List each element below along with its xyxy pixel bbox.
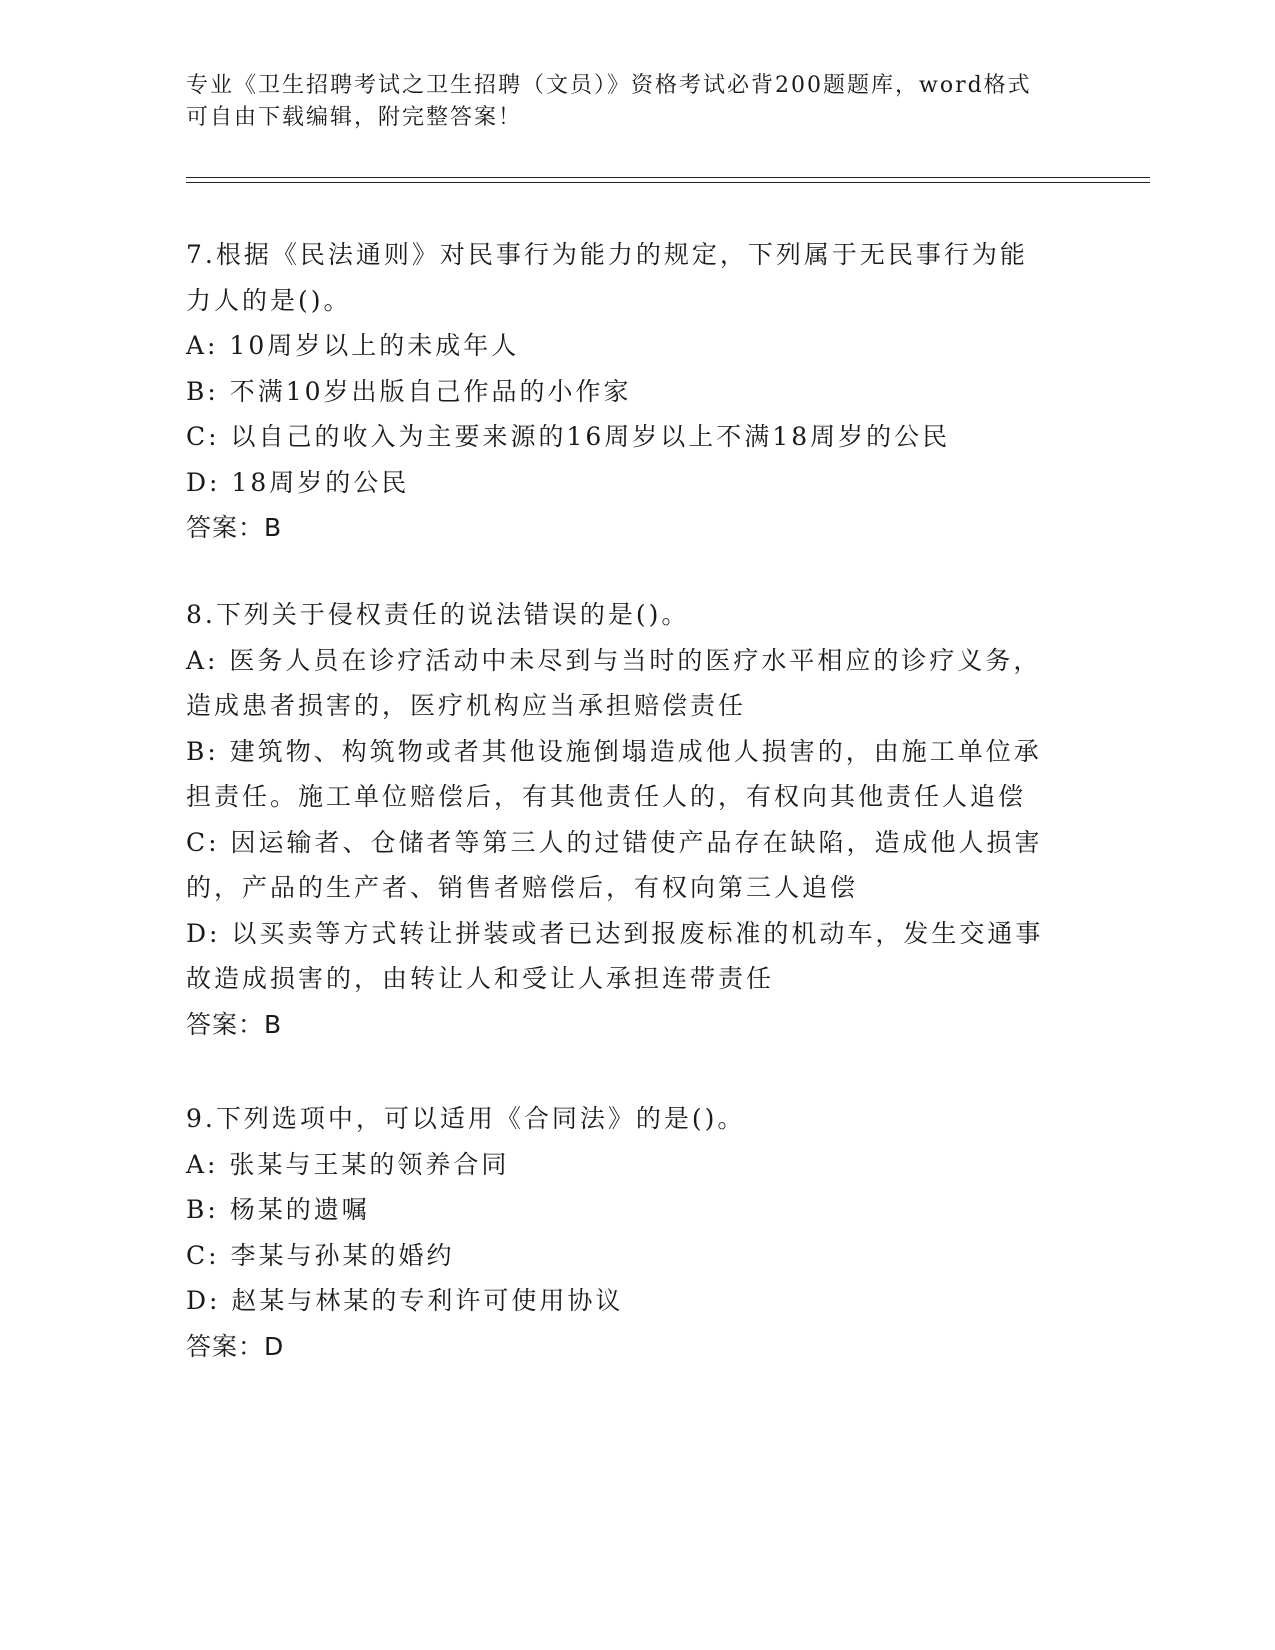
option-a-continued: 造成患者损害的，医疗机构应当承担赔偿责任 — [186, 691, 747, 720]
question-block — [186, 1096, 1086, 1370]
option-c-continued: 的，产品的生产者、销售者赔偿后，有权向第三人追偿 — [186, 873, 859, 902]
answer-text: 答案：B — [186, 513, 283, 542]
option-c: C: 以自己的收入为主要来源的16周岁以上不满18周岁的公民 — [186, 422, 951, 451]
option-a: A: 医务人员在诊疗活动中未尽到与当时的医疗水平相应的诊疗义务， — [186, 645, 1042, 675]
option-a: A: 10周岁以上的未成年人 — [186, 331, 520, 360]
option-b-continued: 担责任。施工单位赔偿后，有其他责任人的，有权向其他责任人追偿 — [186, 782, 1027, 811]
header-divider — [186, 177, 1150, 178]
header-line: 可自由下载编辑，附完整答案！ — [186, 105, 523, 130]
question-text: 9.下列选项中，可以适用《合同法》的是()。 — [186, 1104, 746, 1133]
question-text: 力人的是()。 — [186, 285, 352, 315]
option-c: C: 因运输者、仓储者等第三人的过错使产品存在缺陷，造成他人损害 — [186, 827, 1043, 857]
option-d: D: 赵某与林某的专利许可使用协议 — [186, 1286, 624, 1315]
option-b: B: 建筑物、构筑物或者其他设施倒塌造成他人损害的，由施工单位承 — [186, 736, 1042, 766]
option-d: D: 18周岁的公民 — [186, 467, 410, 497]
question-text: 8.下列关于侵权责任的说法错误的是()。 — [186, 600, 690, 629]
option-d: D: 以买卖等方式转让拼装或者已达到报废标准的机动车，发生交通事 — [186, 918, 1044, 948]
answer-text: 答案：D — [186, 1331, 285, 1361]
option-d-continued: 故造成损害的，由转让人和受让人承担连带责任 — [186, 964, 775, 993]
option-b: B: 不满10岁出版自己作品的小作家 — [186, 376, 632, 406]
document-header — [186, 70, 1066, 134]
option-c: C: 李某与孙某的婚约 — [186, 1240, 455, 1270]
header-line: 专业《卫生招聘考试之卫生招聘（文员）》资格考试必背200题题库，word格式 — [186, 73, 1032, 98]
question-text: 7.根据《民法通则》对民事行为能力的规定，下列属于无民事行为能 — [186, 240, 1028, 269]
answer-text: 答案：B — [186, 1009, 283, 1039]
question-block — [186, 232, 1086, 551]
header-divider — [186, 182, 1150, 183]
option-a: A: 张某与王某的领养合同 — [186, 1149, 510, 1179]
question-block — [186, 592, 1086, 1048]
option-b: B: 杨某的遗嘱 — [186, 1195, 370, 1224]
